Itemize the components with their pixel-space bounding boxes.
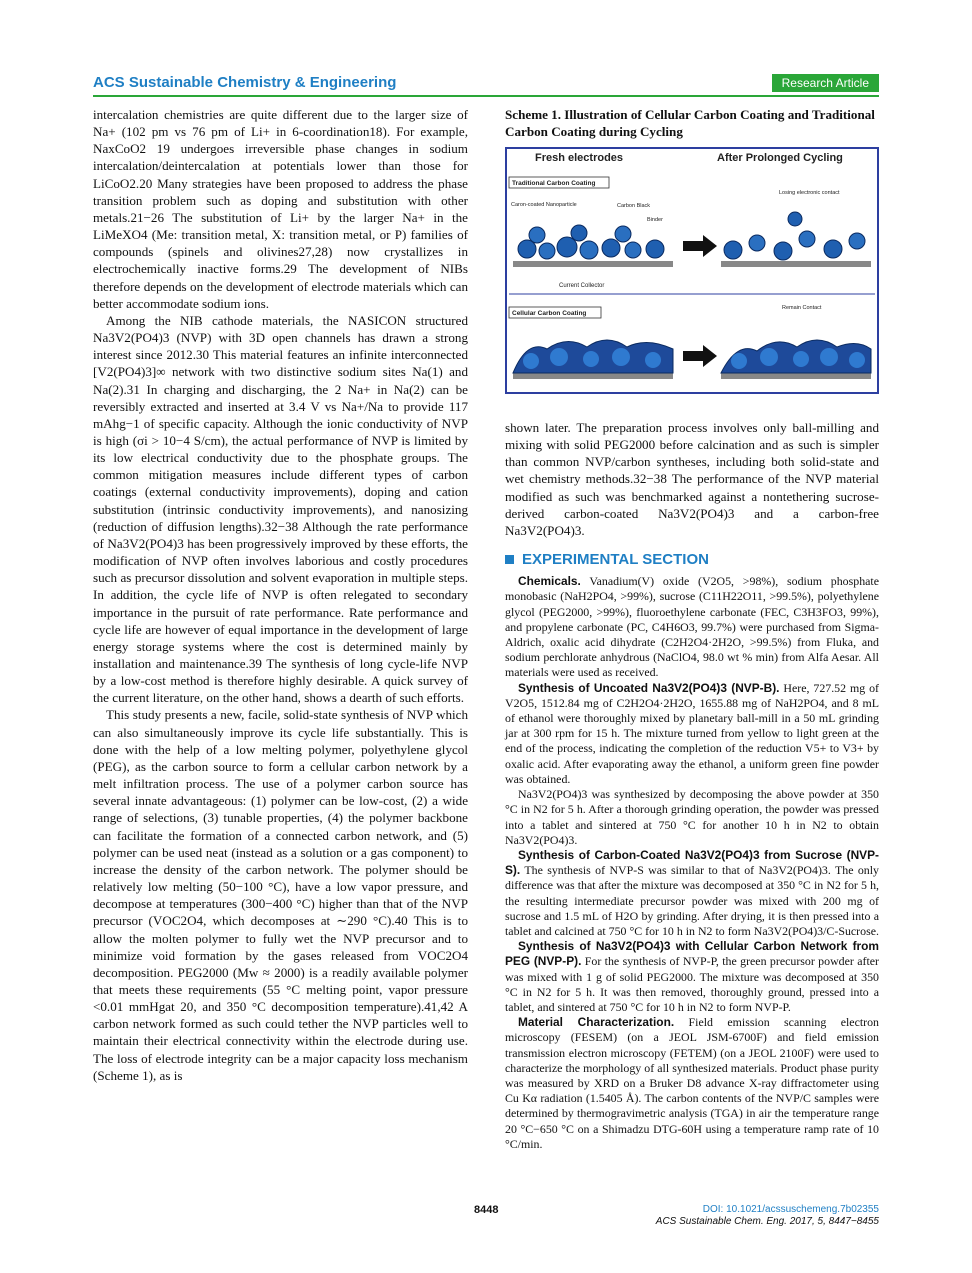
page-header: [93, 72, 879, 94]
left-column: [93, 106, 468, 1084]
paragraph: Na3V2(PO4)3 was synthesized by decomposing the above powder at 350 °C in N2 for 5 h. After a thorough grinding operation, the powder was pressed into a tablet and sintered at 750 °C for another 10 h in N2 to obtain Na3V2(PO4)3.: [505, 787, 879, 847]
paragraph: Chemicals. Vanadium(V) oxide (V2O5, >98%), sodium phosphate monobasic (NaH2PO4, >99%), sucrose (C11H22O11, >99.5%), polyethylene glycol (PEG2000, >99%), fluoroethylene carbonate (FEC, C3H3FO3, 99%), and propylene carbonate (PC, C4H6O3, 99.7%) were purchased from Sigma-Aldrich, oxalic acid dihydrate (C2H2O4·2H2O, >99.5%) from Fluka, and sodium perchlorate anhydrous (NaClO4, 98.0 wt % min) from Alfa Aesar. All materials were used as received.: [505, 574, 879, 680]
scheme-figure: [505, 147, 879, 394]
losing-label: Losing electronic contact: [779, 190, 840, 196]
journal-citation: ACS Sustainable Chem. Eng. 2017, 5, 8447−8455: [655, 1216, 879, 1227]
traditional-label: Traditional Carbon Coating: [512, 180, 596, 187]
carbon-black-label: Carbon Black: [617, 203, 651, 209]
footer-citation: [656, 1204, 879, 1228]
run-in-heading: Synthesis of Na3V2(PO4)3 with Cellular Carbon Network from PEG (NVP-P).: [505, 939, 879, 969]
scheme-caption: Scheme 1. Illustration of Cellular Carbon Coating and Traditional Carbon Coating during Cycling: [505, 107, 875, 139]
cellular-fresh-particles: [513, 340, 673, 379]
article-type-badge: Research Article: [772, 74, 879, 92]
scheme-caption-block: [505, 106, 879, 140]
run-in-heading: Material Characterization.: [518, 1015, 675, 1030]
fresh-label: Fresh electrodes: [535, 152, 624, 164]
arrow-icon: [683, 235, 717, 257]
collector-label: Current Collector: [559, 283, 605, 289]
journal-title: ACS Sustainable Chemistry & Engineering: [93, 74, 397, 91]
paragraph: shown later. The preparation process involves only ball-milling and mixing with solid PEG2000 before calcination and as such is simpler than common NVP/carbon syntheses, including both solid-state and wet chemistry methods.32−38 The performance of the NVP material modified as such was benchmarked against a nontethering sucrose-derived carbon-coated Na3V2(PO4)3 and a carbon-free Na3V2(PO4)3.: [505, 420, 879, 538]
paragraph: Synthesis of Na3V2(PO4)3 with Cellular Carbon Network from PEG (NVP-P). For the synthesis of NVP-P, the green precursor powder after was mixed with 1 g of solid PEG2000. The mixture was decomposed at 350 °C in N2 for 5 h. It was then removed, thoroughly ground, pressed into a tablet, and sintered at 750 °C for 10 h in N2 to form NVP-P.: [505, 939, 879, 1014]
header-rule: [93, 95, 879, 97]
run-in-heading: Synthesis of Uncoated Na3V2(PO4)3 (NVP-B).: [518, 680, 780, 695]
section-heading: EXPERIMENTAL SECTION: [505, 551, 879, 568]
run-in-heading: Synthesis of Carbon-Coated Na3V2(PO4)3 from Sucrose (NVP-S).: [505, 847, 879, 878]
cellular-after-particles: [721, 340, 871, 379]
experimental-text: [505, 574, 879, 1152]
paragraph: Among the NIB cathode materials, the NASICON structured Na3V2(PO4)3 (NVP) with 3D open channels has drawn a strong interest since 2012.30 This material features an infinite interconnected [V2(PO4)3]∞ network with two distinctive sodium sites Na(1) and Na(2).31 In charging and discharging, the 2 Na+ in Na(2) can be reversibly extracted and inserted at 3.4 V vs Na+/Na to provide 117 mAhg−1 of specific capacity. Although the ionic conductivity of NVP is high (σi > 10−4 S/cm), the actual performance of NVP is limited by its low electrical conductivity due to the phosphate groups. The common mitigation measures include different types of carbon coatings (external conductivity improvements), doping and cation substitution (intrinsic conductivity improvements), and nanosizing (reduction of diffusion lengths).32−38 Although the rate performance of Na3V2(PO4)3 has been progressively improved by these efforts, the modification of NVP often involves laborious and costly procedures such as precursor dissolution and solvent evaporation in multiple steps. In addition, the cycle life of NVP is often relegated to secondary importance in the pursuit of rate performance. Rate performance and cycle life are however of equal importance in the development of large energy storage systems where the cost is determined mainly by installation and maintenance.39 The synthesis of long cycle-life NVP by a low-cost method is therefore highly desirable. A quick survey of the current literature, on the other hand, shows a dearth of such efforts.: [93, 312, 468, 706]
page-number: 8448: [474, 1204, 499, 1216]
paragraph: Synthesis of Uncoated Na3V2(PO4)3 (NVP-B). Here, 727.52 mg of V2O5, 1512.84 mg of C2H2O4·2H2O, 1655.88 mg of NaH2PO4, and 8 mL of ethanol were thoroughly mixed by planetary ball-mill in a 50 mL grinding jar at 300 rpm for 15 h. The mixture turned from yellow to light green at the end of the process, indicating the completion of the reduction V5+ to V3+ by oxalic acid. After evaporating away the ethanol, a uniform green fine powder was obtained.: [505, 680, 880, 786]
remain-label: Remain Contact: [782, 305, 822, 311]
paragraph: Material Characterization. Field emission scanning electron microscopy (FESEM) (on a JEOL JSM-6700F) and field emission transmission electron microscopy (FETEM) (on a JEOL 2100F) were used to characterize the morphology of all synthesized materials. Product phase purity was measured by XRD on a Bruker D8 advance X-ray diffractometer using Cu Kα radiation (1.5405 Å). The carbon contents of the NVP/C samples were determined by thermogravimetric analysis (TGA) in air the temperature range 20 °C−650 °C on a Shimadzu DTG-60H using a temperature ramp rate of 10 °C/min.: [505, 1015, 879, 1151]
run-in-heading: Chemicals.: [518, 574, 581, 589]
arrow-icon: [683, 345, 717, 367]
right-column: [505, 419, 879, 1152]
after-label: After Prolonged Cycling: [717, 152, 843, 164]
paragraph: Synthesis of Carbon-Coated Na3V2(PO4)3 from Sucrose (NVP-S). The synthesis of NVP-S was similar to that of Na3V2(PO4)3. The only difference was that after the mixture was decomposed at 350 °C in N2 for 5 h, the resulting intermediate precursor powder was mixed with 200 mg of sucrose and 1.5 mL of H2O by grinding. After drying, it is then pressed into a tablet and calcined at 750 °C for 10 h in N2 to form Na3V2(PO4)3/C-Sucrose.: [505, 847, 879, 938]
binder-label: Binder: [647, 217, 663, 223]
doi-link[interactable]: DOI: 10.1021/acssuschemeng.7b02355: [702, 1204, 879, 1215]
traditional-after-particles: [721, 212, 871, 267]
traditional-fresh-particles: [513, 225, 673, 267]
cellular-label: Cellular Carbon Coating: [512, 310, 587, 317]
scheme-illustration: [507, 149, 877, 392]
caron-np-label: Caron-coated Nanoparticle: [511, 202, 577, 208]
paragraph: This study presents a new, facile, solid-state synthesis of NVP which can also simultaneously improve its cycle life substantially. This is done with the help of a low melting polymer, polyethylene glycol (PEG), as the carbon source to form a cellular carbon network by a melt infiltration process. The use of a polymer carbon source has several innate advantageous: (1) polymer can be low-cost, (2) a wide range of selections, (3) tunable properties, (4) the polymer backbone can facilitate the formation of a connected carbon network, and (5) polymer can be used neat (instead as a solution or a gas component) to increase the density of the carbon network. The polymer should be relatively low melting (50−100 °C), have a low vapor pressure, and decompose at temperatures (300−400 °C) higher than that of the NVP precursor (VOC2O4, which decomposes at ∼290 °C).40 This is to allow the molten polymer to fully wet the NVP precursor and to minimize void formation by the gases released from VOC2O4 decomposition. PEG2000 (Mw ≈ 2000) is a readily available polymer that meets these requirements (55 °C melting point, vapor pressure <0.01 mmHgat 20, and 350 °C decomposition temperature).41,42 A carbon network formed as such could tether the NVP particles well to maintain their electrical connectivity within the electrode during use. The loss of electrode integrity can be a major capacity loss mechanism (Scheme 1), as is: [93, 707, 468, 1083]
square-icon: [505, 555, 514, 564]
paragraph: intercalation chemistries are quite different due to the larger size of Na+ (102 pm vs 76 pm of Li+ in 6-coordination18). For example, NaxCoO2 19 undergoes irreversible phase changes in sodium intercalation/deintercalation at potentials lower than those for LiCoO2.20 Many strategies have been proposed to address the phase transition problem such as doping and substitution with other metals.21−26 The substitution of Li+ by the larger Na+ in the LiMeXO4 (Me: transition metal, X: transition metal, or P) families of compounds (spinels and olivines27,28) now crystallizes in electrochemically inactive forms.29 The development of NIBs therefore depends on the development of electrode materials which can better accommodate sodium ions.: [93, 107, 468, 311]
